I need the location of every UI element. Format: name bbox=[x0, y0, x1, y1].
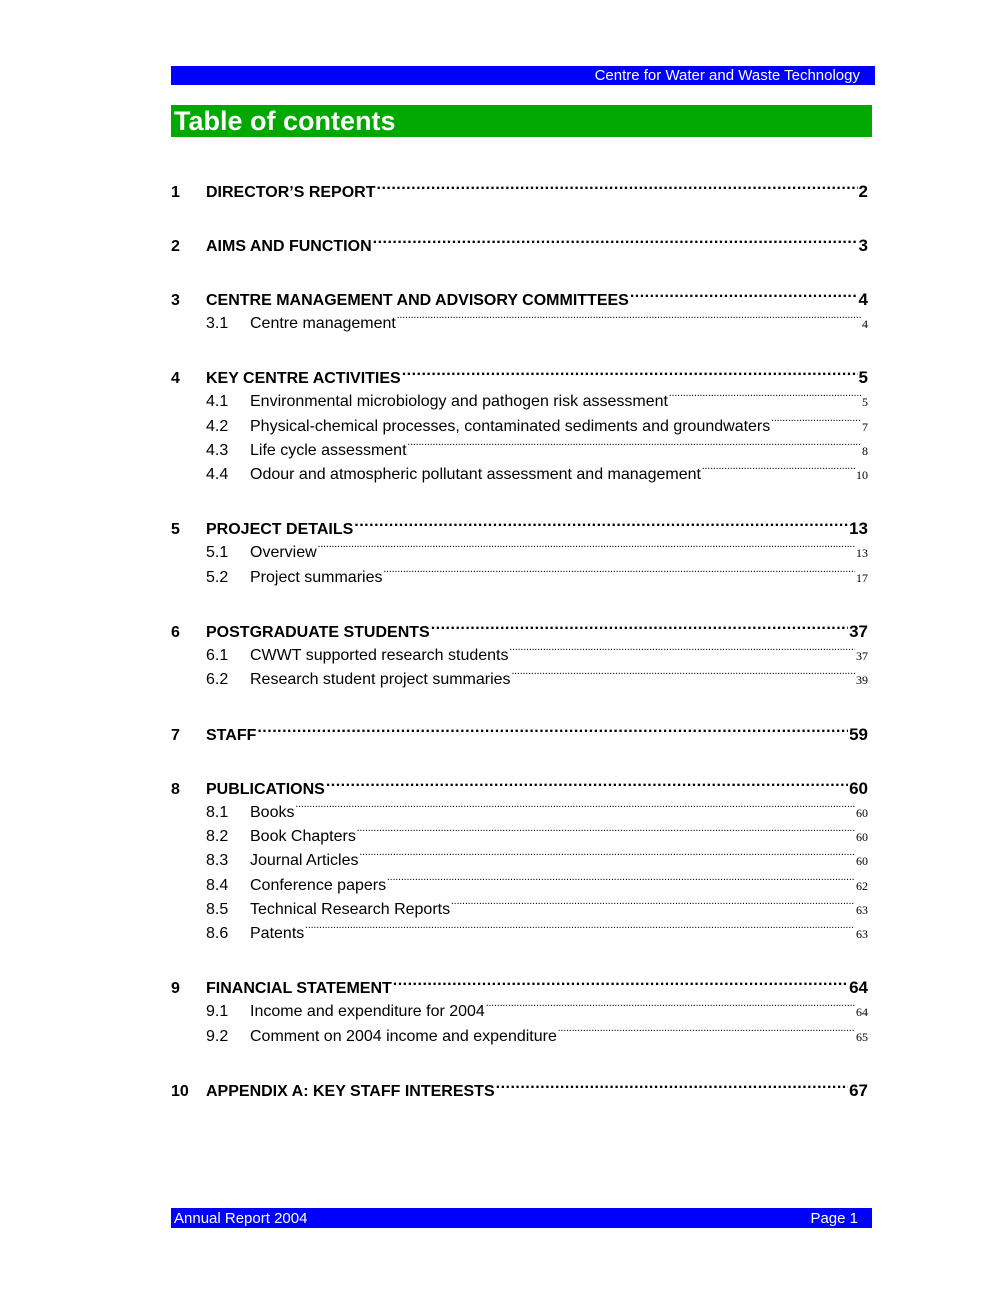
toc-subsection-entry[interactable] bbox=[171, 566, 868, 590]
toc-subsection-number: 5.1 bbox=[206, 544, 229, 562]
toc-dot-leader bbox=[771, 415, 861, 431]
toc-dot-leader bbox=[431, 621, 848, 637]
toc-section-page: 37 bbox=[849, 622, 868, 642]
toc-dot-leader bbox=[402, 367, 858, 383]
toc-subsection-number: 4.3 bbox=[206, 441, 229, 459]
toc-subsection-title: Odour and atmospheric pollutant assessment and management bbox=[250, 466, 701, 484]
toc-section-title: DIRECTOR’S REPORT bbox=[206, 184, 376, 201]
toc-subsection-number: 8.5 bbox=[206, 900, 229, 918]
toc-subsection-entry[interactable] bbox=[171, 801, 868, 825]
toc-subsection-number: 6.2 bbox=[206, 671, 229, 689]
toc-subsection-title: Conference papers bbox=[250, 876, 387, 894]
toc-section-title: APPENDIX A: KEY STAFF INTERESTS bbox=[206, 1083, 495, 1101]
toc-section-entry[interactable] bbox=[171, 288, 868, 312]
toc-subsection-number: 9.2 bbox=[206, 1027, 229, 1045]
toc-subsection-title: Books bbox=[250, 803, 295, 821]
toc-subsection-entry[interactable] bbox=[171, 849, 868, 873]
toc-subsection-page: 39 bbox=[856, 673, 868, 688]
toc-subsection-page: 13 bbox=[856, 546, 868, 561]
toc-subsection-page: 64 bbox=[856, 1005, 868, 1020]
toc-dot-leader bbox=[387, 874, 855, 890]
toc-dot-leader bbox=[408, 439, 861, 455]
toc-subsection-title: Income and expenditure for 2004 bbox=[250, 1003, 485, 1021]
toc-subsection-page: 60 bbox=[856, 854, 868, 869]
toc-section-page: 2 bbox=[858, 182, 868, 201]
toc-subsection-page: 62 bbox=[856, 878, 868, 893]
toc-subsection-title: Technical Research Reports bbox=[250, 900, 451, 918]
toc-subsection-entry[interactable] bbox=[171, 541, 868, 565]
toc-subsection-page: 5 bbox=[862, 395, 868, 410]
toc-subsection-page: 10 bbox=[856, 468, 868, 483]
toc-dot-leader bbox=[669, 390, 861, 406]
toc-subsection-number: 3.1 bbox=[206, 315, 229, 332]
toc-subsection-page: 63 bbox=[856, 902, 868, 917]
toc-section-entry[interactable] bbox=[171, 366, 868, 390]
toc-dot-leader bbox=[397, 312, 861, 328]
toc-section-number: 1 bbox=[171, 184, 180, 201]
toc-dot-leader bbox=[496, 1080, 848, 1096]
toc-dot-leader bbox=[377, 181, 858, 197]
page-title-text: Table of contents bbox=[174, 106, 396, 136]
toc-subsection-title: Research student project summaries bbox=[250, 671, 511, 689]
toc-dot-leader bbox=[512, 668, 855, 684]
footer-report-name: Annual Report 2004 bbox=[174, 1210, 308, 1227]
toc-section-number: 3 bbox=[171, 292, 180, 309]
header-org-name: Centre for Water and Waste Technology bbox=[594, 67, 860, 84]
toc-subsection-number: 8.3 bbox=[206, 852, 229, 870]
toc-subsection-page: 65 bbox=[856, 1029, 868, 1044]
toc-subsection-title: Overview bbox=[250, 544, 317, 562]
toc-subsection-entry[interactable] bbox=[171, 463, 868, 487]
toc-section-entry[interactable] bbox=[171, 620, 868, 644]
toc-dot-leader bbox=[509, 644, 855, 660]
toc-dot-leader bbox=[373, 235, 858, 251]
toc-section-number: 7 bbox=[171, 726, 180, 744]
toc-dot-leader bbox=[295, 801, 855, 817]
toc-subsection-entry[interactable] bbox=[171, 415, 868, 439]
toc-dot-leader bbox=[393, 977, 848, 993]
toc-subsection-entry[interactable] bbox=[171, 390, 868, 414]
toc-subsection-title: Book Chapters bbox=[250, 827, 356, 845]
toc-section-number: 2 bbox=[171, 238, 180, 255]
toc-section-title: AIMS AND FUNCTION bbox=[206, 238, 372, 255]
running-header bbox=[171, 66, 875, 85]
toc-subsection-entry[interactable] bbox=[171, 874, 868, 898]
table-of-contents bbox=[171, 180, 868, 1103]
toc-section-entry[interactable] bbox=[171, 777, 868, 801]
toc-section-entry[interactable] bbox=[171, 180, 868, 204]
toc-subsection-number: 8.1 bbox=[206, 803, 229, 821]
toc-section-page: 59 bbox=[849, 724, 868, 744]
toc-section-title: CENTRE MANAGEMENT AND ADVISORY COMMITTEES bbox=[206, 292, 629, 309]
toc-dot-leader bbox=[257, 724, 848, 740]
toc-subsection-number: 8.2 bbox=[206, 827, 229, 845]
toc-subsection-number: 4.4 bbox=[206, 466, 229, 484]
toc-dot-leader bbox=[630, 289, 858, 305]
toc-subsection-entry[interactable] bbox=[171, 825, 868, 849]
toc-subsection-entry[interactable] bbox=[171, 644, 868, 668]
toc-subsection-page: 17 bbox=[856, 570, 868, 585]
toc-subsection-number: 8.6 bbox=[206, 925, 229, 943]
toc-section-number: 4 bbox=[171, 370, 180, 388]
toc-subsection-entry[interactable] bbox=[171, 1025, 868, 1049]
toc-subsection-title: Comment on 2004 income and expenditure bbox=[250, 1027, 557, 1045]
toc-subsection-entry[interactable] bbox=[171, 922, 868, 946]
toc-subsection-page: 7 bbox=[862, 419, 868, 434]
toc-section-entry[interactable] bbox=[171, 517, 868, 541]
toc-section-page: 64 bbox=[849, 978, 868, 998]
toc-section-page: 13 bbox=[849, 519, 868, 539]
toc-dot-leader bbox=[357, 825, 855, 841]
toc-dot-leader bbox=[305, 922, 855, 938]
toc-section-title: POSTGRADUATE STUDENTS bbox=[206, 624, 430, 642]
footer-page-number: Page 1 bbox=[810, 1210, 858, 1227]
toc-section-title: PUBLICATIONS bbox=[206, 780, 325, 798]
toc-subsection-title: Patents bbox=[250, 925, 305, 943]
toc-section-page: 4 bbox=[858, 290, 868, 309]
toc-section-number: 10 bbox=[171, 1083, 189, 1101]
toc-section-entry[interactable] bbox=[171, 976, 868, 1000]
toc-section-number: 8 bbox=[171, 780, 180, 798]
toc-dot-leader bbox=[558, 1025, 855, 1041]
toc-subsection-entry[interactable] bbox=[171, 668, 868, 692]
toc-section-page: 60 bbox=[849, 778, 868, 798]
toc-subsection-title: Physical-chemical processes, contaminated sediments and groundwaters bbox=[250, 417, 771, 435]
toc-section-entry[interactable] bbox=[171, 723, 868, 747]
toc-dot-leader bbox=[383, 566, 855, 582]
toc-dot-leader bbox=[486, 1000, 855, 1016]
toc-section-title: KEY CENTRE ACTIVITIES bbox=[206, 370, 401, 388]
toc-subsection-number: 5.2 bbox=[206, 568, 229, 586]
toc-section-entry[interactable] bbox=[171, 234, 868, 258]
toc-subsection-page: 8 bbox=[862, 443, 868, 458]
toc-subsection-title: Project summaries bbox=[250, 568, 383, 586]
toc-subsection-page: 60 bbox=[856, 805, 868, 820]
toc-dot-leader bbox=[702, 463, 855, 479]
toc-subsection-title: Centre management bbox=[250, 315, 396, 332]
toc-subsection-number: 8.4 bbox=[206, 876, 229, 894]
toc-section-page: 5 bbox=[858, 368, 868, 388]
toc-subsection-number: 9.1 bbox=[206, 1003, 229, 1021]
toc-subsection-entry[interactable] bbox=[171, 1000, 868, 1024]
running-footer bbox=[171, 1208, 872, 1228]
toc-dot-leader bbox=[354, 518, 848, 534]
toc-subsection-page: 60 bbox=[856, 829, 868, 844]
toc-subsection-title: CWWT supported research students bbox=[250, 647, 509, 665]
toc-section-number: 9 bbox=[171, 980, 180, 998]
toc-dot-leader bbox=[326, 778, 848, 794]
toc-section-number: 6 bbox=[171, 624, 180, 642]
toc-subsection-entry[interactable] bbox=[171, 439, 868, 463]
toc-section-title: STAFF bbox=[206, 726, 257, 744]
toc-subsection-number: 6.1 bbox=[206, 647, 229, 665]
toc-section-title: PROJECT DETAILS bbox=[206, 521, 354, 539]
toc-subsection-page: 4 bbox=[862, 317, 868, 331]
toc-dot-leader bbox=[360, 849, 856, 865]
toc-subsection-title: Life cycle assessment bbox=[250, 441, 407, 459]
toc-subsection-entry[interactable] bbox=[171, 312, 868, 336]
toc-subsection-entry[interactable] bbox=[171, 898, 868, 922]
toc-section-page: 67 bbox=[849, 1081, 868, 1101]
toc-section-entry[interactable] bbox=[171, 1079, 868, 1103]
toc-subsection-title: Journal Articles bbox=[250, 852, 359, 870]
toc-subsection-number: 4.2 bbox=[206, 417, 229, 435]
toc-dot-leader bbox=[451, 898, 855, 914]
toc-section-page: 3 bbox=[858, 236, 868, 255]
toc-subsection-page: 63 bbox=[856, 927, 868, 942]
toc-subsection-title: Environmental microbiology and pathogen risk assessment bbox=[250, 393, 668, 411]
toc-dot-leader bbox=[318, 541, 855, 557]
page-title bbox=[171, 105, 872, 137]
toc-subsection-page: 37 bbox=[856, 649, 868, 664]
toc-section-number: 5 bbox=[171, 521, 180, 539]
toc-section-title: FINANCIAL STATEMENT bbox=[206, 980, 392, 998]
toc-subsection-number: 4.1 bbox=[206, 393, 229, 411]
